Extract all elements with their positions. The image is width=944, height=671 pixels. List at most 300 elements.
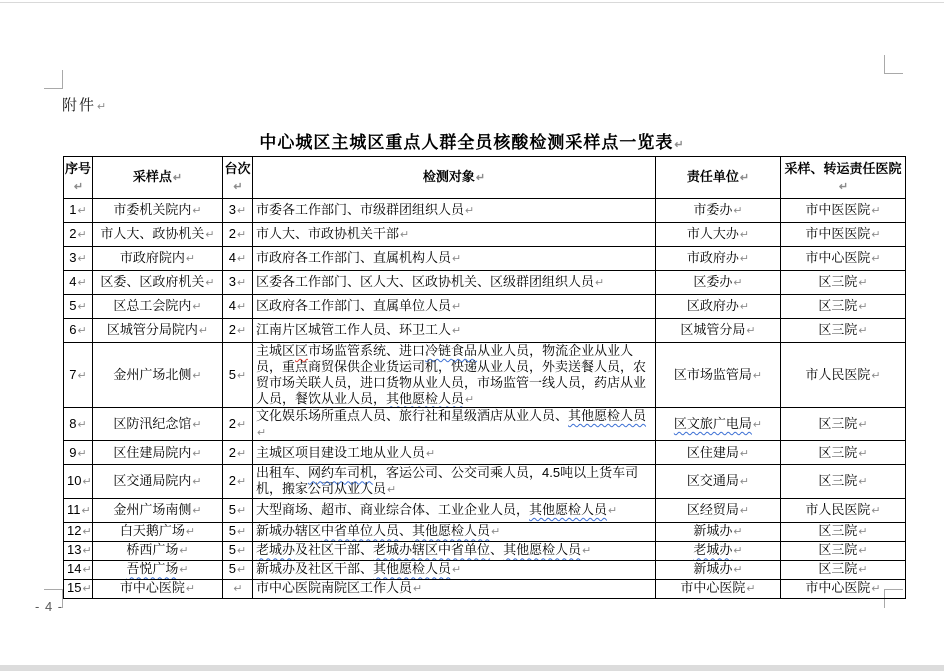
spellcheck-text-run: 中省单位人员: [321, 523, 400, 539]
text-run: 2: [228, 322, 236, 338]
text-run: 大型商场、超市、商业综合体、工业企业人员，: [256, 501, 530, 517]
cell-unit[interactable]: [656, 441, 781, 465]
text-boundary-mark-top-right: [884, 55, 903, 74]
cell-site[interactable]: [93, 271, 223, 295]
text-run: 区城管分局院内: [106, 322, 198, 338]
cell-site[interactable]: [93, 498, 223, 522]
text-run: 区三院: [818, 473, 858, 489]
text-boundary-mark-top-left: [44, 70, 63, 89]
cell-targets[interactable]: [253, 579, 656, 598]
pilcrow-mark: ↵: [858, 418, 868, 431]
cell-index[interactable]: [64, 343, 93, 408]
text-run: 新城办及社区干部、: [256, 561, 374, 577]
pilcrow-mark: ↵: [871, 583, 881, 596]
column-header-station-count[interactable]: [223, 157, 253, 199]
header-row: [64, 157, 906, 199]
text-run: 区三院: [818, 561, 858, 577]
cell-site[interactable]: [93, 465, 223, 498]
pilcrow-mark: ↵: [237, 545, 247, 558]
pilcrow-mark: ↵: [233, 180, 243, 193]
cell-targets[interactable]: [253, 560, 656, 579]
cell-hospital[interactable]: [781, 465, 906, 498]
text-run: 2: [69, 226, 77, 242]
pilcrow-mark: ↵: [185, 253, 196, 266]
pilcrow-mark: ↵: [237, 277, 247, 290]
pilcrow-mark: ↵: [172, 172, 183, 185]
text-run: 区委、区政府机关: [100, 274, 205, 290]
cell-hospital[interactable]: [781, 579, 906, 598]
text-run: 5: [228, 366, 236, 382]
pilcrow-mark: ↵: [858, 277, 868, 290]
text-run: 江南片区城管工作人员、环卫工人: [256, 322, 452, 338]
text-run: 责任单位: [686, 169, 739, 185]
spellcheck-text-run: 其他愿检人员: [529, 501, 608, 517]
spellcheck-text-run: 吾悦广场: [126, 561, 179, 577]
cell-hospital[interactable]: [781, 199, 906, 223]
pilcrow-mark: ↵: [192, 369, 202, 382]
cell-station-count[interactable]: [223, 560, 253, 579]
pilcrow-mark: ↵: [733, 564, 743, 577]
pilcrow-mark: ↵: [237, 229, 247, 242]
cell-station-count[interactable]: [223, 223, 253, 247]
cell-index[interactable]: [64, 465, 93, 498]
text-run: 区住建局: [686, 444, 739, 460]
text-run: 市中心医院: [805, 580, 871, 596]
cell-unit[interactable]: [656, 319, 781, 343]
text-run: 文化娱乐场所重点人员、旅行社和星级酒店从业人员、: [256, 407, 569, 423]
text-run: 、: [490, 542, 504, 558]
text-run: 3: [228, 202, 236, 218]
pilcrow-mark: ↵: [185, 526, 196, 539]
cell-unit[interactable]: [656, 247, 781, 271]
column-header-index[interactable]: [64, 157, 93, 199]
text-run: 4: [228, 250, 236, 266]
text-run: 区政府办: [686, 298, 739, 314]
pilcrow-mark: ↵: [77, 253, 87, 266]
pilcrow-mark: ↵: [400, 229, 410, 242]
text-run: 3: [69, 250, 77, 266]
text-run: 检测对象: [422, 169, 475, 185]
text-run: 2: [228, 226, 236, 242]
spellcheck-text-run: 冷链食品: [425, 343, 478, 358]
spellcheck-text-run: 老城办: [693, 542, 733, 558]
text-run: 9: [69, 444, 77, 460]
text-run: 区住建局院内: [113, 444, 192, 460]
text-run: 5: [69, 298, 77, 314]
pilcrow-mark: ↵: [77, 301, 87, 314]
cell-station-count[interactable]: [223, 498, 253, 522]
pilcrow-mark: ↵: [82, 526, 92, 539]
text-run: 新城办: [693, 561, 733, 577]
cell-hospital[interactable]: [781, 541, 906, 560]
text-run: 14: [67, 561, 82, 577]
text-run: 桥西广场: [126, 542, 179, 558]
pilcrow-mark: ↵: [858, 545, 868, 558]
spellcheck-text-run: 区文旅广电局: [673, 415, 752, 431]
cell-unit[interactable]: [656, 295, 781, 319]
cell-index[interactable]: [64, 295, 93, 319]
cell-site[interactable]: [93, 522, 223, 541]
text-run: 区委办: [693, 274, 733, 290]
text-run: 15: [67, 580, 82, 596]
cell-hospital[interactable]: [781, 522, 906, 541]
cell-index[interactable]: [64, 441, 93, 465]
cell-targets[interactable]: [253, 498, 656, 522]
table-row: [64, 441, 906, 465]
cell-targets[interactable]: [253, 522, 656, 541]
cell-site[interactable]: [93, 560, 223, 579]
text-run: 13: [67, 542, 82, 558]
spellcheck-text-run: 老城办辖区中省单位: [373, 542, 491, 558]
cell-station-count[interactable]: [223, 441, 253, 465]
cell-index[interactable]: [64, 498, 93, 522]
cell-index[interactable]: [64, 247, 93, 271]
cell-unit[interactable]: [656, 560, 781, 579]
text-run: 4: [69, 274, 77, 290]
cell-station-count[interactable]: [223, 407, 253, 440]
pilcrow-mark: ↵: [179, 545, 189, 558]
spellcheck-text-run: 其他愿检人员: [412, 523, 491, 539]
cell-unit[interactable]: [656, 271, 781, 295]
cell-site[interactable]: [93, 343, 223, 408]
cell-index[interactable]: [64, 223, 93, 247]
pilcrow-mark: ↵: [608, 504, 618, 517]
cell-targets[interactable]: [253, 441, 656, 465]
cell-hospital[interactable]: [781, 498, 906, 522]
text-run: 台次: [224, 160, 251, 176]
cell-unit[interactable]: [656, 498, 781, 522]
cell-index[interactable]: [64, 541, 93, 560]
cell-site[interactable]: [93, 223, 223, 247]
table-row: [64, 343, 906, 408]
text-run: 市人民医院: [805, 366, 871, 382]
cell-station-count[interactable]: [223, 579, 253, 598]
pilcrow-mark: ↵: [739, 301, 750, 314]
text-run: 白天鹅广场: [119, 523, 185, 539]
text-run: 区防汛纪念馆: [113, 415, 192, 431]
pilcrow-mark: ↵: [739, 447, 750, 460]
pilcrow-mark: ↵: [82, 476, 92, 489]
text-run: 6: [69, 322, 77, 338]
text-run: 市政府办: [686, 250, 739, 266]
cell-station-count[interactable]: [223, 199, 253, 223]
cell-hospital[interactable]: [781, 271, 906, 295]
text-run: 区总工会院内: [113, 298, 192, 314]
page-title[interactable]: [0, 128, 944, 153]
text-run: 区城管分局: [680, 322, 746, 338]
cell-hospital[interactable]: [781, 343, 906, 408]
pilcrow-mark: ↵: [77, 205, 87, 218]
pilcrow-mark: ↵: [77, 369, 87, 382]
pilcrow-mark: ↵: [739, 476, 750, 489]
cell-targets[interactable]: [253, 295, 656, 319]
cell-hospital[interactable]: [781, 560, 906, 579]
pilcrow-mark: ↵: [426, 447, 436, 460]
pilcrow-mark: ↵: [858, 325, 868, 338]
cell-site[interactable]: [93, 407, 223, 440]
text-run: 新城办辖区: [256, 523, 322, 539]
text-run: 区三院: [818, 274, 858, 290]
spellcheck-text-run: 老城办: [256, 542, 296, 558]
pilcrow-mark: ↵: [73, 180, 84, 193]
text-run: 区交通局院内: [113, 473, 192, 489]
spellcheck-text-run: 其他愿检人员: [503, 542, 582, 558]
table-row: [64, 247, 906, 271]
cell-hospital[interactable]: [781, 407, 906, 440]
column-header-site[interactable]: [93, 157, 223, 199]
pilcrow-mark: ↵: [257, 426, 267, 439]
cell-index[interactable]: [64, 560, 93, 579]
spellcheck-text-run: 网约车司机: [308, 465, 374, 481]
column-header-targets[interactable]: [253, 157, 656, 199]
text-run: 市中心医院: [119, 580, 185, 596]
text-run: 区三院: [818, 322, 858, 338]
pilcrow-mark: ↵: [582, 545, 592, 558]
table-row: [64, 541, 906, 560]
table-row: [64, 579, 906, 598]
text-run: 5: [228, 542, 236, 558]
table-row: [64, 319, 906, 343]
cell-targets[interactable]: [253, 223, 656, 247]
text-run: 10: [67, 473, 82, 489]
text-run: 区三院: [818, 444, 858, 460]
cell-targets[interactable]: [253, 271, 656, 295]
cell-index[interactable]: [64, 199, 93, 223]
pilcrow-mark: ↵: [237, 564, 247, 577]
pilcrow-mark: ↵: [871, 504, 881, 517]
text-run: 采样点: [132, 169, 172, 185]
pilcrow-mark: ↵: [192, 418, 202, 431]
pilcrow-mark: ↵: [733, 205, 743, 218]
pilcrow-mark: ↵: [595, 277, 605, 290]
cell-site[interactable]: [93, 579, 223, 598]
text-run: 4: [228, 298, 236, 314]
pilcrow-mark: ↵: [237, 253, 247, 266]
pilcrow-mark: ↵: [82, 545, 92, 558]
pilcrow-mark: ↵: [739, 229, 750, 242]
sampling-table: [63, 156, 906, 599]
cell-targets[interactable]: [253, 343, 656, 408]
pilcrow-mark: ↵: [733, 545, 743, 558]
text-run: 及社区干部、: [295, 542, 374, 558]
cell-unit[interactable]: [656, 522, 781, 541]
pilcrow-mark: ↵: [77, 277, 87, 290]
pilcrow-mark: ↵: [192, 476, 202, 489]
cell-site[interactable]: [93, 541, 223, 560]
pilcrow-mark: ↵: [739, 253, 750, 266]
text-run: 5: [228, 501, 236, 517]
text-run: 7: [69, 366, 77, 382]
footer-page-number: - 4 -: [35, 599, 64, 614]
pilcrow-mark: ↵: [858, 564, 868, 577]
cell-station-count[interactable]: [223, 522, 253, 541]
pilcrow-mark: ↵: [192, 447, 202, 460]
pilcrow-mark: ↵: [452, 301, 462, 314]
cell-index[interactable]: [64, 522, 93, 541]
text-run: 区市场监管局: [673, 366, 752, 382]
window-bottom-edge: [0, 665, 944, 671]
pilcrow-mark: ↵: [77, 418, 87, 431]
table-row: [64, 498, 906, 522]
pilcrow-mark: ↵: [237, 526, 247, 539]
cell-index[interactable]: [64, 319, 93, 343]
text-run: 8: [69, 415, 77, 431]
text-run: 5: [228, 561, 236, 577]
text-run: 市中心医院: [805, 250, 871, 266]
cell-hospital[interactable]: [781, 295, 906, 319]
pilcrow-mark: ↵: [387, 484, 397, 497]
text-run: 市人民医院: [805, 501, 871, 517]
text-run: 市委机关院内: [113, 202, 192, 218]
cell-station-count[interactable]: [223, 271, 253, 295]
cell-station-count[interactable]: [223, 319, 253, 343]
cell-station-count[interactable]: [223, 541, 253, 560]
cell-hospital[interactable]: [781, 319, 906, 343]
text-run: 序号: [65, 160, 92, 176]
pilcrow-mark: ↵: [475, 172, 486, 185]
text-run: 金州广场南侧: [113, 501, 192, 517]
text-run: 金州广场北侧: [113, 366, 192, 382]
text-run: 出租车、: [256, 465, 309, 481]
spellcheck-text-run: 其他愿检人员: [386, 390, 465, 406]
pilcrow-mark: ↵: [858, 301, 868, 314]
text-run: 1: [69, 202, 77, 218]
text-run: 市委办: [693, 202, 733, 218]
cell-unit[interactable]: [656, 579, 781, 598]
cell-hospital[interactable]: [781, 441, 906, 465]
cell-hospital[interactable]: [781, 223, 906, 247]
cell-targets[interactable]: [253, 465, 656, 498]
text-run: 新城办: [693, 523, 733, 539]
text-run: 从业人员，物流企业从业人员，重点商贸保供企业货运司机，快递从业人员，外卖送餐人员，农贸市场关联人员，进口货物从业人员，市场监管一线人员，药店从业人员，餐饮从业人员，: [256, 343, 647, 406]
text-run: 主城区项目建设工地从业人员: [256, 444, 426, 460]
cell-targets[interactable]: [253, 407, 656, 440]
table-row: [64, 560, 906, 579]
pilcrow-mark: ↵: [77, 325, 87, 338]
cell-index[interactable]: [64, 271, 93, 295]
column-header-unit[interactable]: [656, 157, 781, 199]
attachment-label[interactable]: [62, 94, 108, 115]
pilcrow-mark: ↵: [871, 369, 881, 382]
table-row: [64, 223, 906, 247]
text-run: 采样、转运责任医院: [784, 160, 902, 176]
cell-index[interactable]: [64, 579, 93, 598]
pilcrow-mark: ↵: [179, 564, 189, 577]
cell-station-count[interactable]: [223, 295, 253, 319]
text-run: 市委各工作部门、市级群团组织人员: [256, 202, 465, 218]
cell-targets[interactable]: [253, 541, 656, 560]
pilcrow-mark: ↵: [97, 101, 109, 113]
pilcrow-mark: ↵: [81, 504, 91, 517]
page-title-text: 中心城区主城区重点人群全员核酸检测采样点一览表: [259, 133, 674, 152]
pilcrow-mark: ↵: [733, 277, 743, 290]
cell-site[interactable]: [93, 319, 223, 343]
pilcrow-mark: ↵: [82, 564, 92, 577]
pilcrow-mark: ↵: [739, 172, 750, 185]
cell-unit[interactable]: [656, 407, 781, 440]
pilcrow-mark: ↵: [871, 229, 881, 242]
cell-hospital[interactable]: [781, 247, 906, 271]
cell-unit[interactable]: [656, 541, 781, 560]
cell-site[interactable]: [93, 199, 223, 223]
cell-targets[interactable]: [253, 319, 656, 343]
cell-unit[interactable]: [656, 199, 781, 223]
pilcrow-mark: ↵: [198, 325, 209, 338]
pilcrow-mark: ↵: [237, 325, 247, 338]
text-run: 市中医医院: [805, 202, 871, 218]
cell-site[interactable]: [93, 441, 223, 465]
cell-targets[interactable]: [253, 199, 656, 223]
pilcrow-mark: ↵: [733, 526, 743, 539]
cell-site[interactable]: [93, 247, 223, 271]
pilcrow-mark: ↵: [192, 301, 202, 314]
text-run: 市中医医院: [805, 226, 871, 242]
pilcrow-mark: ↵: [185, 583, 196, 596]
text-run: 3: [228, 274, 236, 290]
cell-index[interactable]: [64, 407, 93, 440]
text-run: 2: [228, 473, 236, 489]
table-row: [64, 199, 906, 223]
pilcrow-mark: ↵: [77, 229, 87, 242]
cell-station-count[interactable]: [223, 465, 253, 498]
table-row: [64, 465, 906, 498]
window-top-edge: [0, 2, 944, 3]
text-run: 区交通局: [686, 473, 739, 489]
pilcrow-mark: ↵: [237, 447, 247, 460]
table-row: [64, 407, 906, 440]
pilcrow-mark: ↵: [465, 393, 475, 406]
pilcrow-mark: ↵: [452, 253, 462, 266]
spellcheck-text-run: 其他愿检人员: [373, 561, 452, 577]
pilcrow-mark: ↵: [192, 205, 202, 218]
pilcrow-mark: ↵: [192, 504, 202, 517]
table-row: [64, 271, 906, 295]
text-run: 2: [228, 444, 236, 460]
column-header-hospital[interactable]: [781, 157, 906, 199]
text-run: 区经贸局: [686, 501, 739, 517]
cell-site[interactable]: [93, 295, 223, 319]
pilcrow-mark: ↵: [871, 253, 881, 266]
pilcrow-mark: ↵: [746, 325, 756, 338]
attachment-label-text: 附件: [62, 97, 97, 114]
cell-station-count[interactable]: [223, 343, 253, 408]
table-row: [64, 295, 906, 319]
cell-unit[interactable]: [656, 223, 781, 247]
cell-unit[interactable]: [656, 465, 781, 498]
cell-targets[interactable]: [253, 247, 656, 271]
pilcrow-mark: ↵: [752, 418, 763, 431]
text-run: 、: [399, 523, 413, 539]
text-run: 市人大办: [686, 226, 739, 242]
pilcrow-mark: ↵: [858, 447, 868, 460]
pilcrow-mark: ↵: [858, 476, 868, 489]
pilcrow-mark: ↵: [674, 139, 685, 151]
cell-station-count[interactable]: [223, 247, 253, 271]
text-run: 11: [67, 501, 81, 517]
text-run: 市人大、政协机关: [100, 226, 205, 242]
pilcrow-mark: ↵: [205, 277, 215, 290]
pilcrow-mark: ↵: [465, 205, 475, 218]
text-run: 12: [67, 523, 82, 539]
pilcrow-mark: ↵: [746, 583, 756, 596]
pilcrow-mark: ↵: [237, 205, 247, 218]
pilcrow-mark: ↵: [491, 526, 501, 539]
pilcrow-mark: ↵: [752, 369, 763, 382]
pilcrow-mark: ↵: [858, 526, 868, 539]
cell-unit[interactable]: [656, 343, 781, 408]
text-run: 主城区: [256, 343, 296, 358]
text-run: 2: [228, 415, 236, 431]
